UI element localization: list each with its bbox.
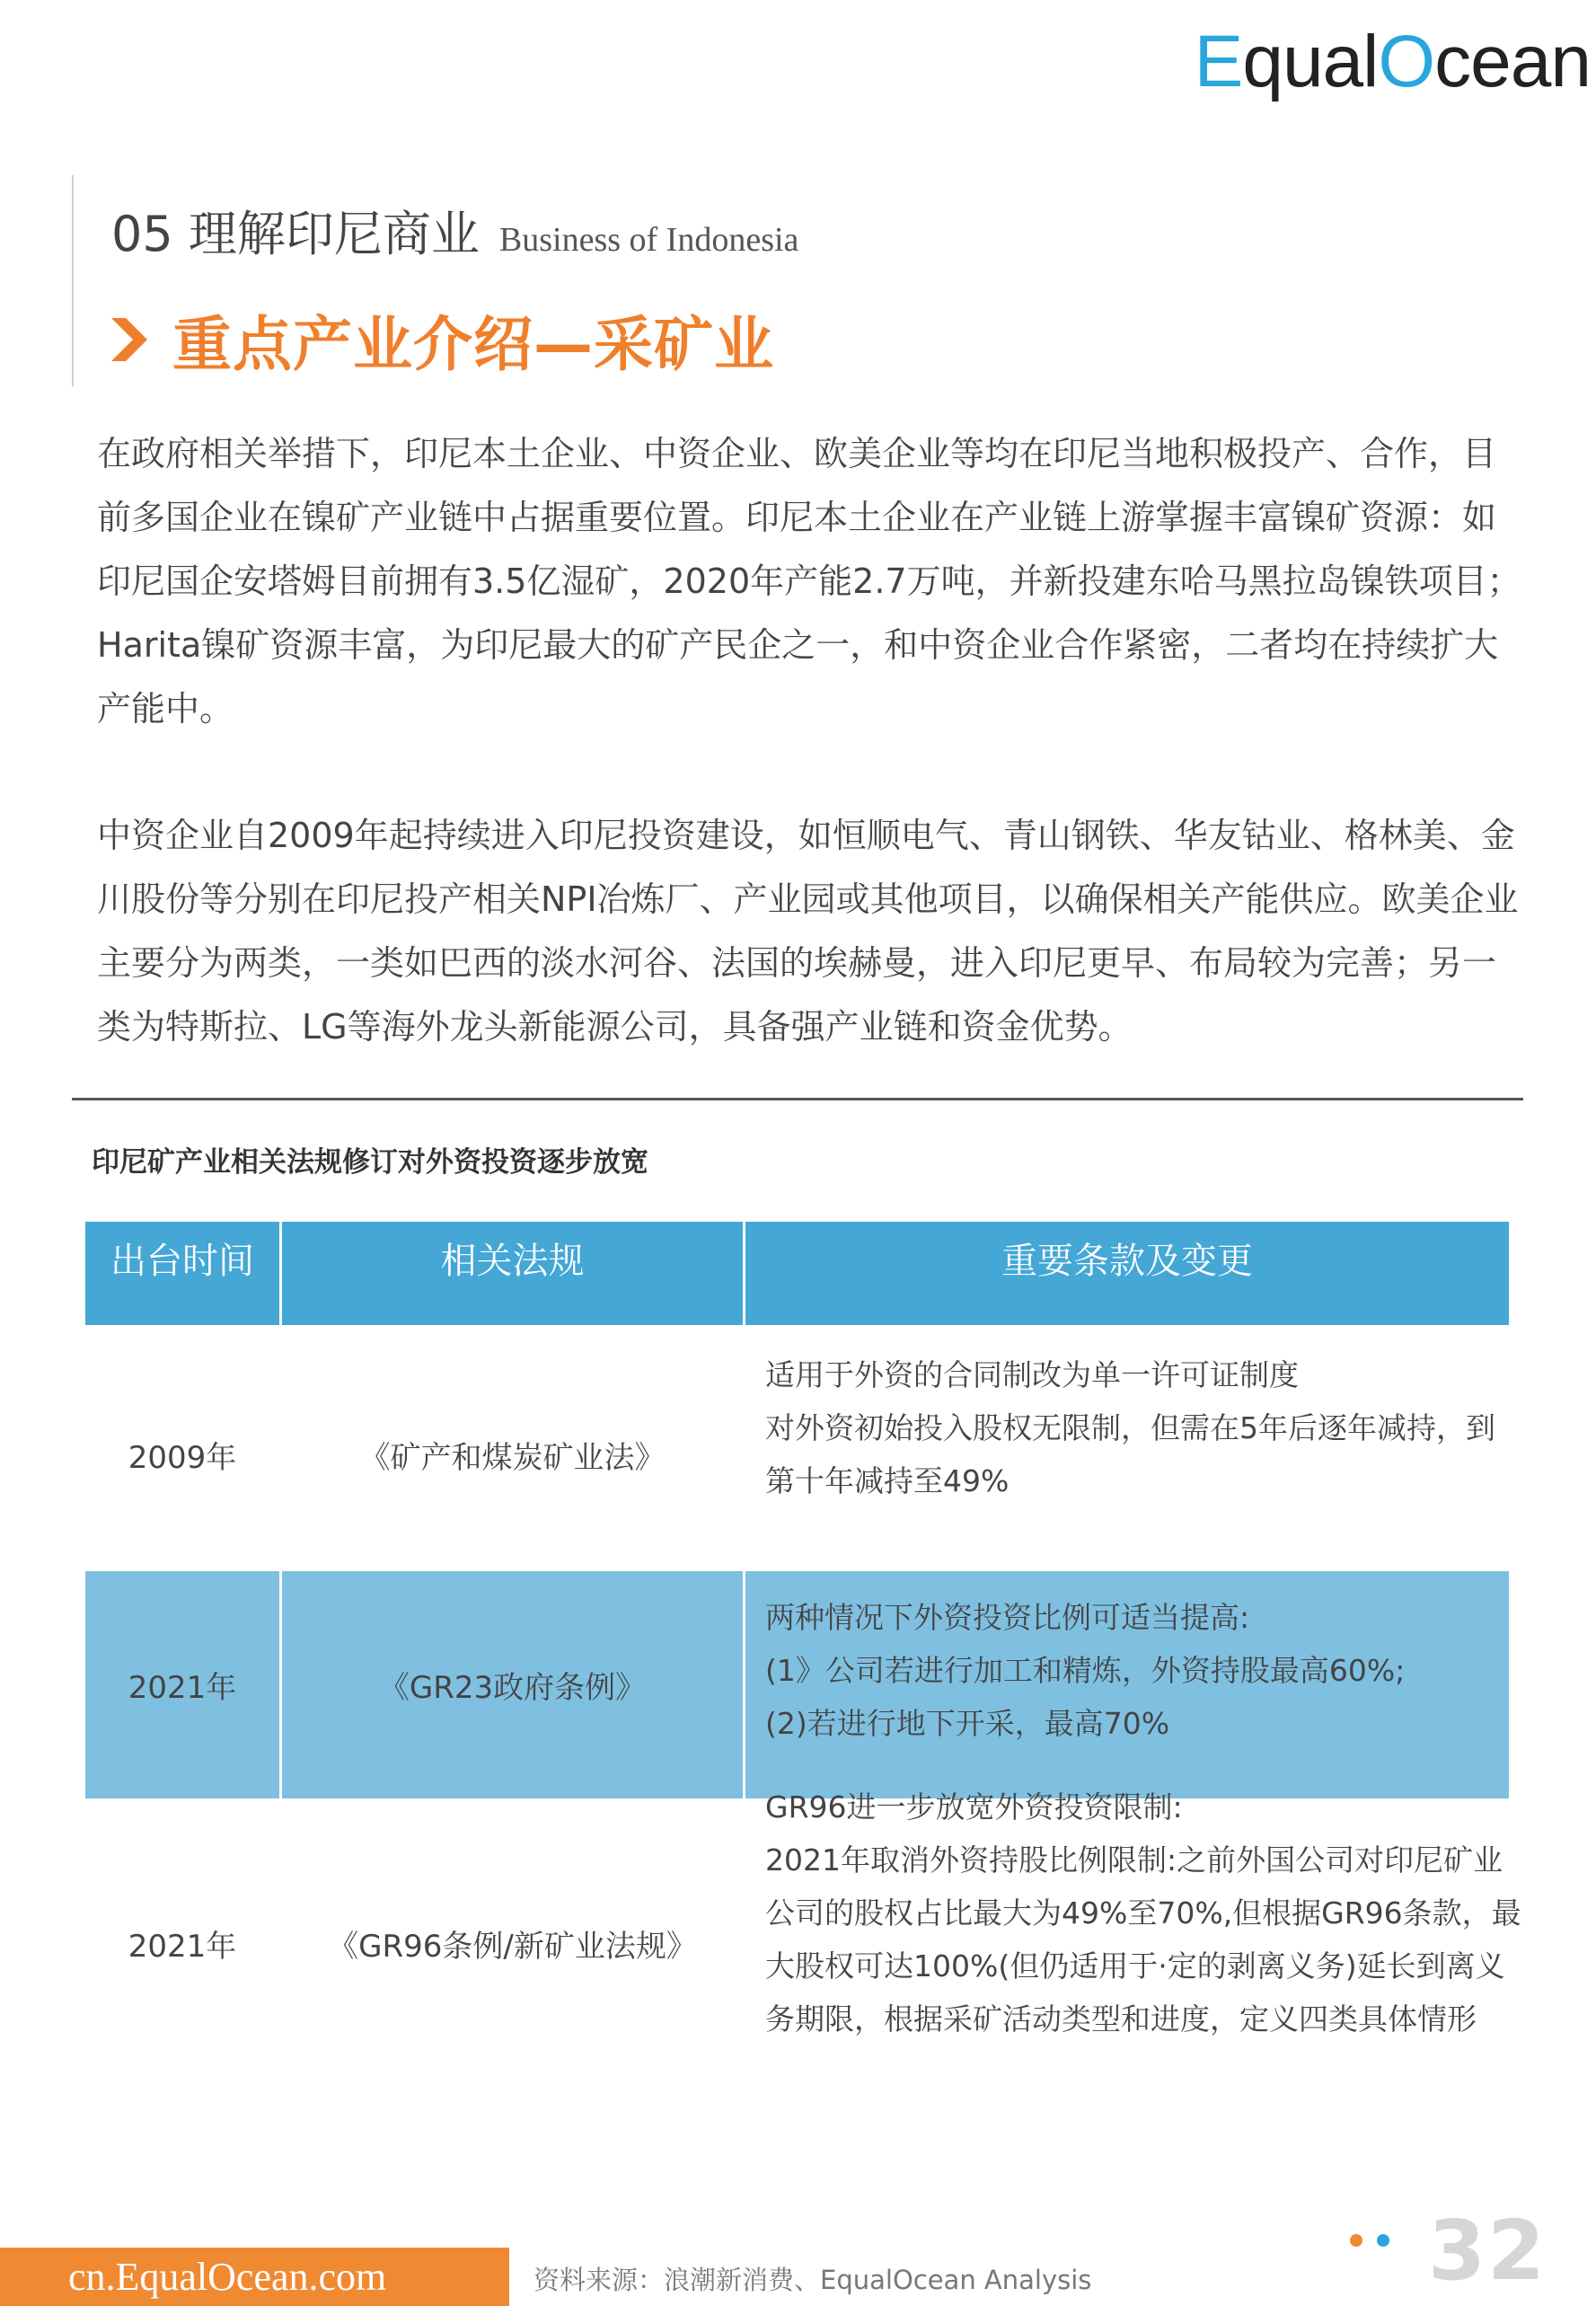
table-row xyxy=(85,1789,1521,2085)
divider xyxy=(72,1098,1523,1100)
header-law: 相关法规 xyxy=(282,1222,743,1325)
website-link[interactable]: cn.EqualOcean.com xyxy=(0,2248,509,2306)
clause-line: 大股权可达100%(但仍适用于·定的剥离义务)延长到离义 xyxy=(765,1948,1505,1984)
row-clauses xyxy=(745,1571,1509,1798)
clause-line: 适用于外资的合同制改为单一许可证制度 xyxy=(765,1357,1299,1392)
clause-line: 两种情况下外资投资比例可适当提高: xyxy=(765,1600,1250,1635)
chevron-right-icon xyxy=(108,313,151,367)
row-clauses xyxy=(745,1780,1521,2085)
equalocean-logo: EqualOcean xyxy=(1194,21,1591,102)
topic-heading xyxy=(108,296,774,382)
row-law: 《矿产和煤炭矿业法》 xyxy=(359,1439,666,1476)
clause-line: 2021年取消外资持股比例限制:之前外国公司对印尼矿业 xyxy=(765,1842,1503,1877)
row-law: 《GR96条例/新矿业法规》 xyxy=(328,1929,697,1965)
section-subtitle: Business of Indonesia xyxy=(498,221,799,259)
paragraph-chinese-western-enterprises: 中资企业自2009年起持续进入印尼投资建设，如恒顺电气、青山钢铁、华友钴业、格林美、金川股份等分别在印尼投产相关NPI冶炼厂、产业园或其他项目，以确保相关产能供应。欧美企业主要分为两类，一类如巴西的淡水河谷、法国的埃赫曼，进入印尼更早、布局较为完善；另一类为特斯拉、LG等海外龙头新能源公司，具备强产业链和资金优势。 xyxy=(97,816,1519,1047)
section-side-rule xyxy=(72,175,74,386)
topic-title: 重点产业介绍—采矿业 xyxy=(172,310,774,379)
blue-dot-icon xyxy=(1377,2234,1389,2247)
source-note: 资料来源：浪潮新消费、EqualOcean Analysis xyxy=(533,2265,1092,2295)
row-clauses xyxy=(745,1325,1509,1584)
table-row xyxy=(85,1571,1509,1798)
header-clauses: 重要条款及变更 xyxy=(745,1222,1509,1325)
table-row xyxy=(85,1325,1509,1584)
clause-line: 对外资初始投入股权无限制，但需在5年后逐年减持，到 xyxy=(765,1410,1495,1445)
row-year: 2021年 xyxy=(85,1571,279,1798)
clause-line: 公司的股权占比最大为49%至70%,但根据GR96条款，最 xyxy=(765,1895,1521,1931)
page-number: 32 xyxy=(1428,2203,1548,2299)
table-header-row xyxy=(85,1222,1509,1325)
row-year: 2021年 xyxy=(128,1929,237,1965)
paragraph-local-enterprises: 在政府相关举措下，印尼本土企业、中资企业、欧美企业等均在印尼当地积极投产、合作，目前多国企业在镍矿产业链中占据重要位置。印尼本土企业在产业链上游掌握丰富镍矿资源：如印尼国企安塔姆目前拥有3.5亿湿矿，2020年产能2.7万吨，并新投建东哈马黑拉岛镍铁项目；Harita镍矿资源丰富，为印尼最大的矿产民企之一，和中资企业合作紧密，二者均在持续扩大产能中。 xyxy=(97,434,1521,729)
clause-line: 第十年减持至49% xyxy=(765,1463,1010,1498)
clause-line: GR96进一步放宽外资投资限制: xyxy=(765,1789,1183,1824)
row-year: 2009年 xyxy=(128,1439,237,1476)
header-time: 出台时间 xyxy=(85,1222,279,1325)
clause-line: (2)若进行地下开采，最高70% xyxy=(765,1706,1170,1741)
orange-dot-icon xyxy=(1350,2234,1362,2247)
table-caption: 印尼矿产业相关法规修订对外资投资逐步放宽 xyxy=(92,1146,648,1179)
section-header xyxy=(111,196,798,265)
row-law: 《GR23政府条例》 xyxy=(282,1571,743,1798)
clause-line: (1》公司若进行加工和精炼，外资持股最高60%; xyxy=(765,1653,1406,1688)
clause-line: 务期限，根据采矿活动类型和进度，定义四类具体情形 xyxy=(765,2001,1477,2037)
section-title: 05 理解印尼商业 xyxy=(111,206,480,262)
